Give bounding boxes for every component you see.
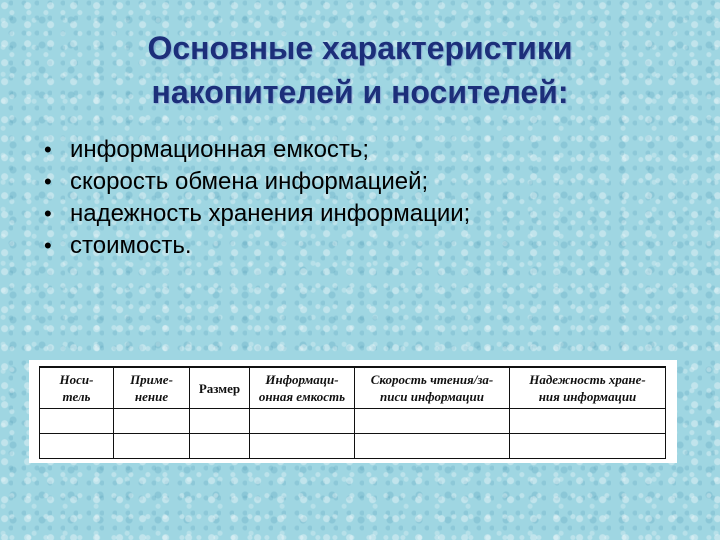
header-speed: Скорость чтения/за- писи информации <box>355 367 510 409</box>
table-cell <box>510 409 666 434</box>
table-row <box>40 434 666 459</box>
table-cell <box>114 409 190 434</box>
bullet-icon: • <box>44 201 52 226</box>
bullet-text: стоимость. <box>70 232 192 259</box>
header-carrier: Носи- тель <box>40 367 114 409</box>
bullet-icon: • <box>44 169 52 194</box>
slide-title <box>0 26 720 114</box>
header-size: Размер <box>190 367 250 409</box>
header-reliability: Надежность хране- ния информации <box>510 367 666 409</box>
bullet-icon: • <box>44 233 52 258</box>
characteristics-table-image <box>29 360 677 463</box>
table-cell <box>250 409 355 434</box>
table-cell <box>40 434 114 459</box>
table-cell <box>355 409 510 434</box>
title-line-1: Основные характеристики <box>147 30 573 66</box>
header-application: Приме- нение <box>114 367 190 409</box>
bullet-text: информационная емкость; <box>70 136 370 163</box>
bullet-text: надежность хранения информации; <box>70 200 471 227</box>
title-line-2: накопителей и носителей: <box>151 74 569 110</box>
characteristics-table <box>39 366 666 459</box>
table-cell <box>250 434 355 459</box>
bullet-list <box>44 134 470 262</box>
bullet-item <box>44 134 470 166</box>
table-row <box>40 409 666 434</box>
table-cell <box>40 409 114 434</box>
table-cell <box>190 434 250 459</box>
table-cell <box>355 434 510 459</box>
table-cell <box>114 434 190 459</box>
bullet-item <box>44 230 470 262</box>
bullet-text: скорость обмена информацией; <box>70 168 429 195</box>
bullet-item <box>44 198 470 230</box>
table-header-row <box>40 367 666 409</box>
header-capacity: Информаци- онная емкость <box>250 367 355 409</box>
bullet-item <box>44 166 470 198</box>
table-cell <box>190 409 250 434</box>
bullet-icon: • <box>44 137 52 162</box>
table-cell <box>510 434 666 459</box>
